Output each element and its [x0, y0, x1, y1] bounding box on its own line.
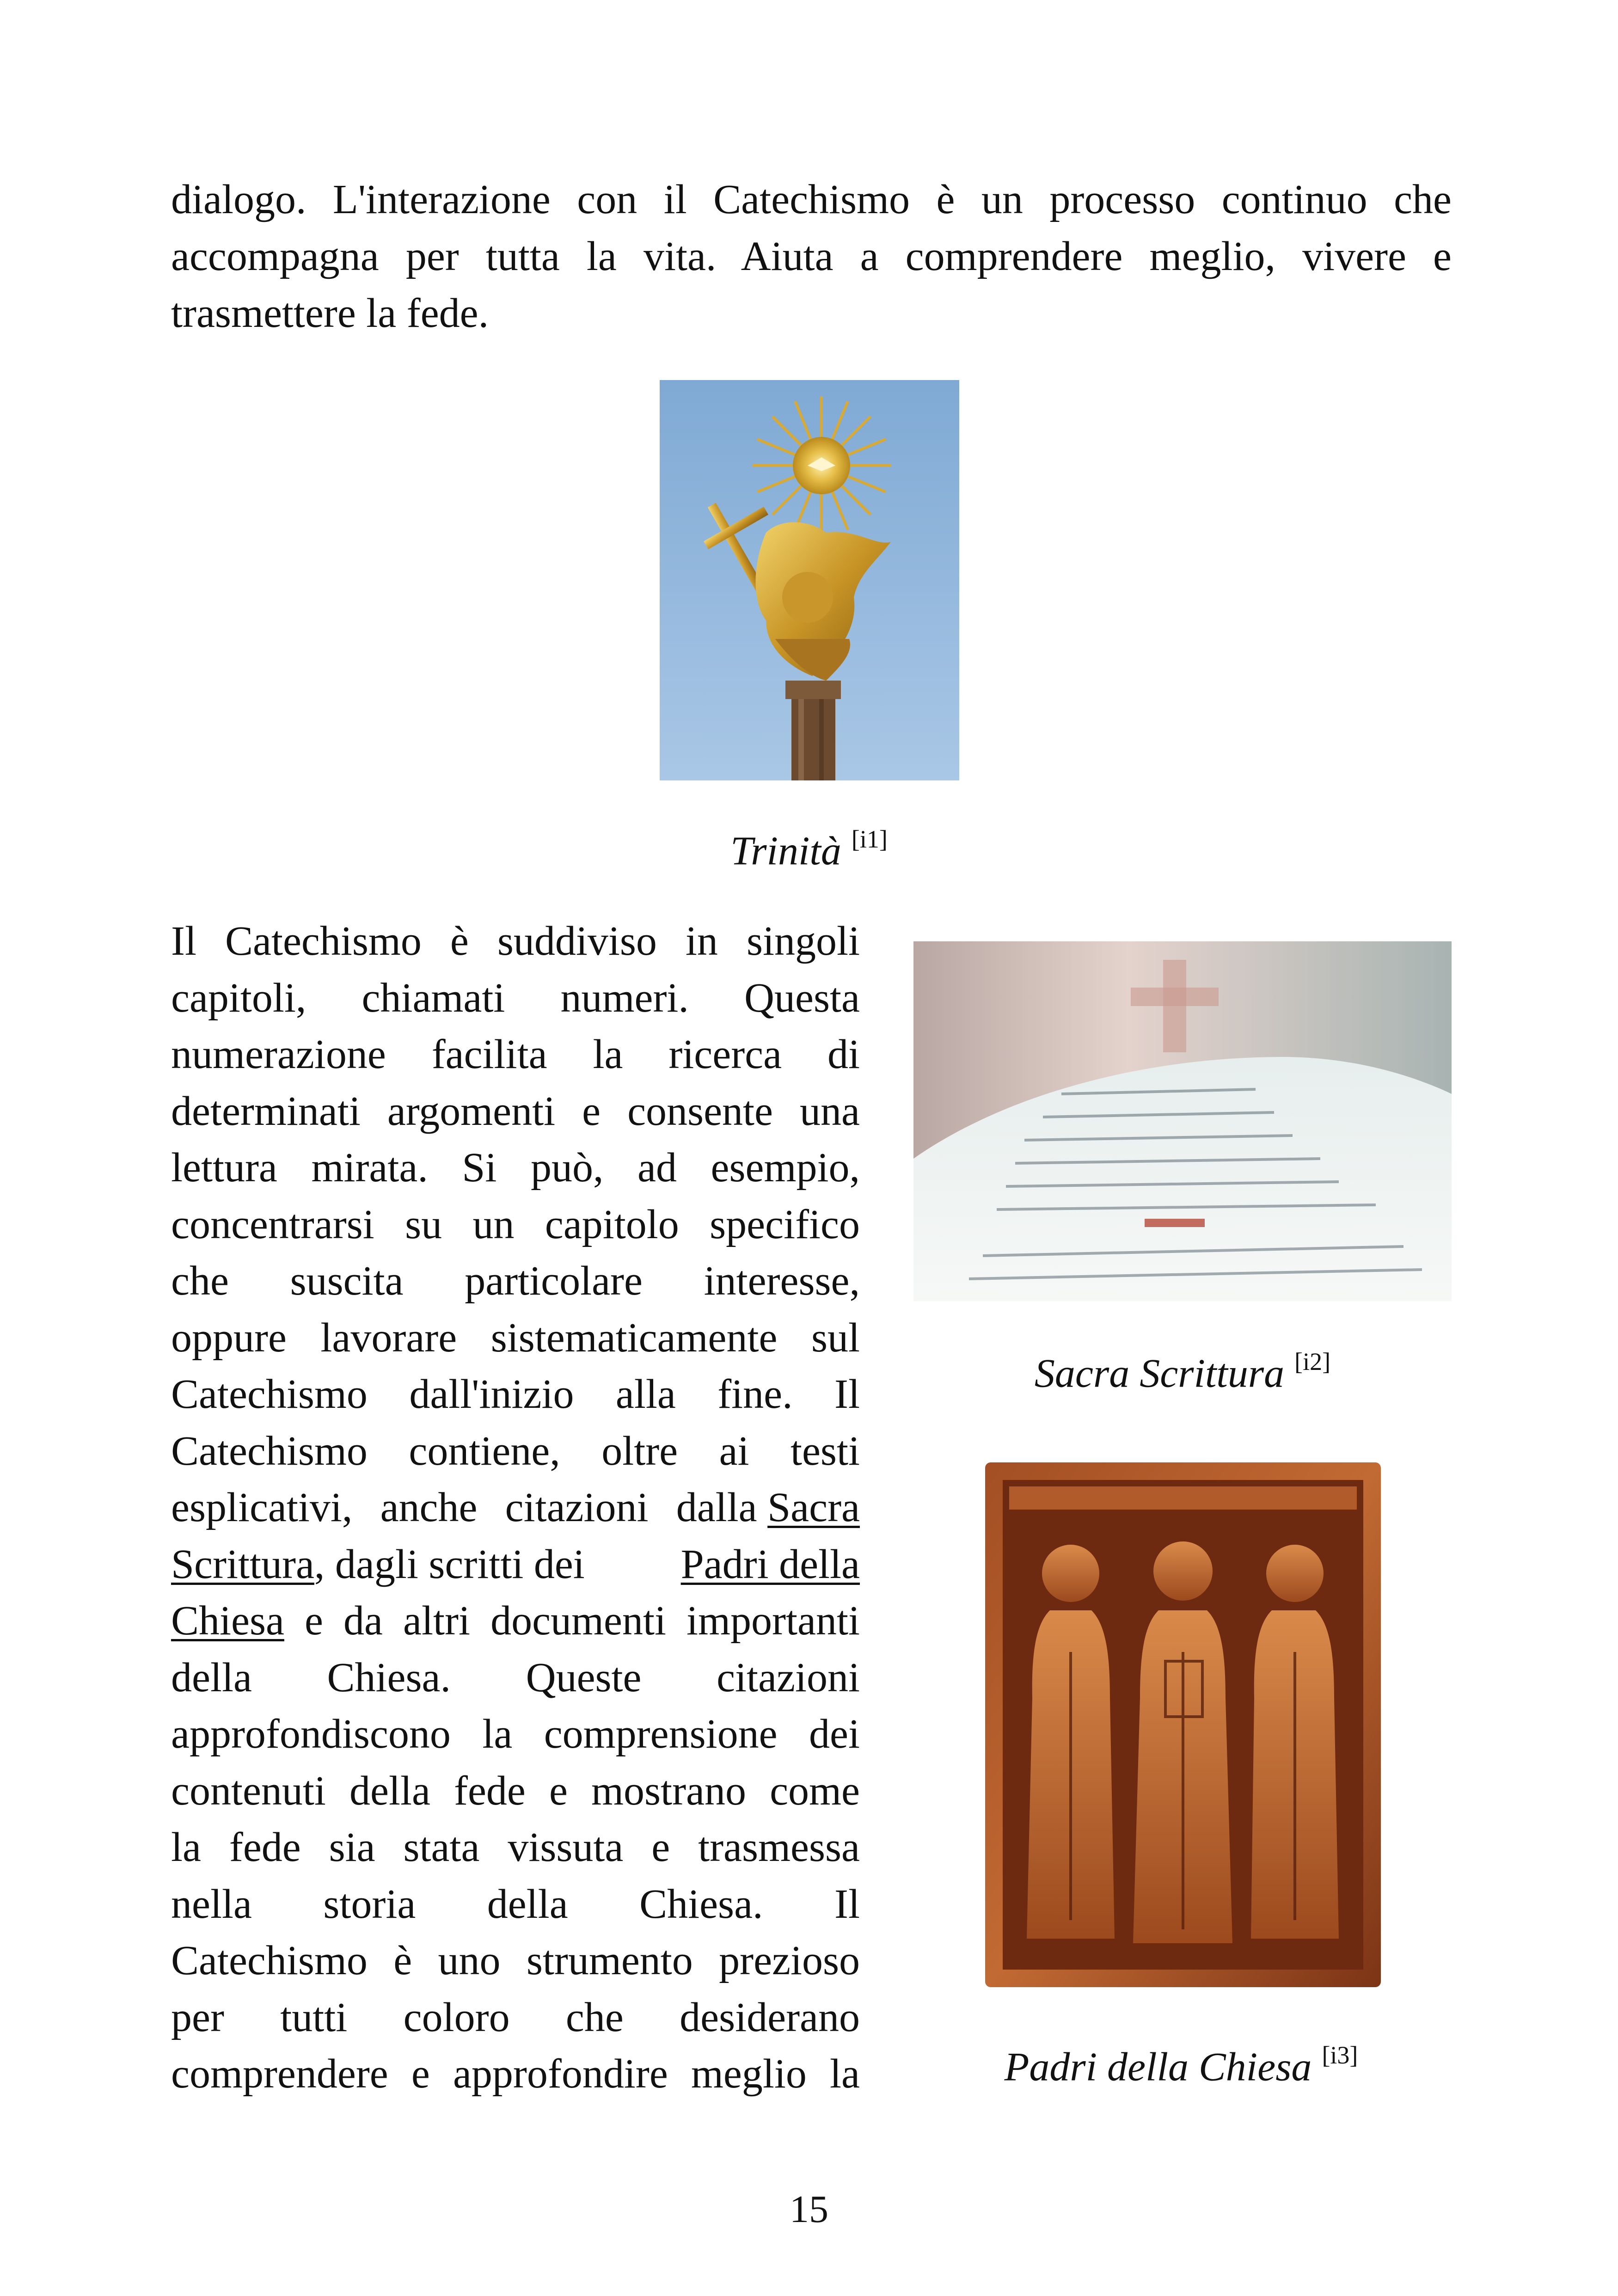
- top-paragraph-line: dialogo. L'interazione con il Catechismo è un processo continuo che: [171, 177, 1452, 222]
- figure-caption: [950, 2041, 1412, 2090]
- text-line: [171, 1593, 860, 1650]
- text-line: [171, 1480, 860, 1536]
- word: e: [549, 1768, 568, 1814]
- word: della: [349, 1768, 430, 1814]
- word: un: [472, 1201, 515, 1247]
- word: come: [770, 1768, 860, 1814]
- figure-caption: [951, 1350, 1414, 1397]
- figure-caption: [578, 825, 1040, 874]
- text-line: [171, 1026, 860, 1083]
- text-line: [171, 1763, 860, 1820]
- word: Catechismo: [171, 1938, 368, 1983]
- word: è: [450, 918, 469, 964]
- text-line: [171, 1083, 860, 1140]
- caption-ref: [i2]: [1294, 1348, 1331, 1375]
- word: che: [565, 1994, 624, 2040]
- word: desiderano: [680, 1994, 860, 2040]
- word: approfondire: [453, 2051, 668, 2097]
- text-line: [171, 2046, 860, 2103]
- top-paragraph-line: trasmettere la fede.: [171, 290, 489, 336]
- word: particolare: [465, 1258, 643, 1304]
- text-line: [171, 1310, 860, 1367]
- link-sacra-scrittura[interactable]: Sacra: [767, 1485, 860, 1530]
- word: che: [171, 1258, 229, 1304]
- word: mostrano: [591, 1768, 746, 1814]
- word: Catechismo: [171, 1371, 368, 1417]
- text-line: [171, 1536, 860, 1593]
- word: della: [171, 1654, 252, 1701]
- word: può,: [530, 1145, 604, 1191]
- word: interesse,: [704, 1258, 860, 1304]
- word: suscita: [290, 1258, 404, 1304]
- text-run: , dagli scritti dei: [314, 1541, 585, 1587]
- word: prezioso: [719, 1938, 860, 1983]
- word: fede: [229, 1824, 301, 1870]
- word: facilita: [431, 1031, 547, 1077]
- word: storia: [323, 1881, 416, 1927]
- top-paragraph-line: accompagna per tutta la vita. Aiuta a comprendere meglio, vivere e: [171, 233, 1452, 279]
- word: e: [651, 1824, 670, 1870]
- word: chiamati: [362, 975, 505, 1021]
- bible-image: [913, 941, 1452, 1301]
- word: testi: [790, 1428, 860, 1474]
- word: in: [685, 918, 718, 964]
- word: e: [582, 1088, 601, 1134]
- word: lettura: [171, 1145, 277, 1191]
- word: numeri.: [560, 975, 689, 1021]
- word: contenuti: [171, 1768, 326, 1814]
- word: Il: [834, 1881, 860, 1927]
- text-line: [171, 913, 860, 970]
- word: Catechismo: [171, 1428, 368, 1474]
- word: tutti: [280, 1994, 348, 2040]
- word: contiene,: [409, 1428, 560, 1474]
- text-line: [171, 1423, 860, 1480]
- word: lavorare: [320, 1314, 457, 1361]
- word: dei: [809, 1711, 860, 1757]
- word: per: [171, 1994, 224, 2040]
- caption-text: Trinità: [730, 829, 841, 874]
- text-run: esplicativi, anche citazioni dalla: [171, 1485, 757, 1530]
- golden-trinity-column-icon: [660, 380, 959, 780]
- word: una: [800, 1088, 860, 1134]
- word: Si: [462, 1145, 497, 1191]
- word: Chiesa.: [639, 1881, 763, 1927]
- word: consente: [627, 1088, 773, 1134]
- word: strumento: [526, 1938, 693, 1983]
- word: comprensione: [544, 1711, 778, 1757]
- link-padri-della-chiesa[interactable]: Chiesa: [171, 1598, 284, 1644]
- word: ad: [637, 1145, 677, 1191]
- word: fine.: [717, 1371, 793, 1417]
- text-line: [171, 1140, 860, 1197]
- text-line: [171, 1933, 860, 1989]
- word: determinati: [171, 1088, 361, 1134]
- word: è: [393, 1938, 412, 1983]
- word: Il: [171, 918, 196, 964]
- word: comprendere: [171, 2051, 388, 2097]
- word: approfondiscono: [171, 1711, 451, 1757]
- word: esempio,: [711, 1145, 860, 1191]
- word: dall'inizio: [409, 1371, 574, 1417]
- link-padri-della-chiesa[interactable]: Padri della: [680, 1541, 860, 1587]
- word: sistematicamente: [490, 1314, 778, 1361]
- text-line: [171, 970, 860, 1027]
- word: singoli: [746, 918, 860, 964]
- page-number: 15: [790, 2188, 828, 2231]
- word: su: [405, 1201, 442, 1247]
- caption-text: Sacra Scrittura: [1034, 1351, 1285, 1396]
- word: argomenti: [387, 1088, 556, 1134]
- word: nella: [171, 1881, 252, 1927]
- text-line: [171, 1819, 860, 1876]
- word: suddiviso: [497, 918, 657, 964]
- caption-ref: [i3]: [1322, 2041, 1358, 2069]
- caption-ref: [i1]: [851, 825, 888, 853]
- carved-three-saints-icon: [981, 1458, 1385, 1992]
- text-line: [171, 1989, 860, 2046]
- text-line: [171, 1706, 860, 1763]
- word: fede: [454, 1768, 526, 1814]
- body-column: [171, 913, 860, 2103]
- word: capitolo: [545, 1201, 679, 1247]
- word: uno: [438, 1938, 501, 1983]
- word: Questa: [744, 975, 860, 1021]
- word: capitoli,: [171, 975, 306, 1021]
- word: sul: [811, 1314, 860, 1361]
- word: alla: [615, 1371, 676, 1417]
- word: la: [593, 1031, 623, 1077]
- word: della: [487, 1881, 568, 1927]
- word: meglio: [691, 2051, 807, 2097]
- link-sacra-scrittura[interactable]: Scrittura: [171, 1541, 314, 1587]
- word: ai: [719, 1428, 749, 1474]
- word: e: [411, 2051, 430, 2097]
- text-line: [171, 1650, 860, 1707]
- caption-text: Padri della Chiesa: [1004, 2044, 1312, 2090]
- church-fathers-image: [981, 1458, 1385, 1992]
- word: la: [171, 1824, 201, 1870]
- word: la: [482, 1711, 513, 1757]
- open-bible-icon: [913, 941, 1452, 1301]
- word: oppure: [171, 1314, 287, 1361]
- word: oltre: [601, 1428, 678, 1474]
- word: Queste: [526, 1654, 642, 1701]
- word: mirata.: [311, 1145, 428, 1191]
- trinity-image: [660, 380, 959, 780]
- word: stata: [403, 1824, 480, 1870]
- word: Chiesa.: [327, 1654, 451, 1701]
- word: la: [830, 2051, 860, 2097]
- top-paragraph: [171, 171, 1452, 342]
- word: coloro: [403, 1994, 510, 2040]
- word: di: [827, 1031, 860, 1077]
- text-line: [171, 1876, 860, 1933]
- word: vissuta: [508, 1824, 624, 1870]
- text-run: e da altri documenti importanti: [284, 1598, 860, 1644]
- word: numerazione: [171, 1031, 386, 1077]
- word: sia: [329, 1824, 375, 1870]
- text-line: [171, 1253, 860, 1310]
- word: Catechismo: [225, 918, 422, 964]
- word: concentrarsi: [171, 1201, 374, 1247]
- word: specifico: [710, 1201, 860, 1247]
- text-line: [171, 1366, 860, 1423]
- text-line: [171, 1197, 860, 1253]
- word: ricerca: [668, 1031, 782, 1077]
- word: trasmessa: [698, 1824, 860, 1870]
- word: citazioni: [717, 1654, 860, 1701]
- word: Il: [834, 1371, 860, 1417]
